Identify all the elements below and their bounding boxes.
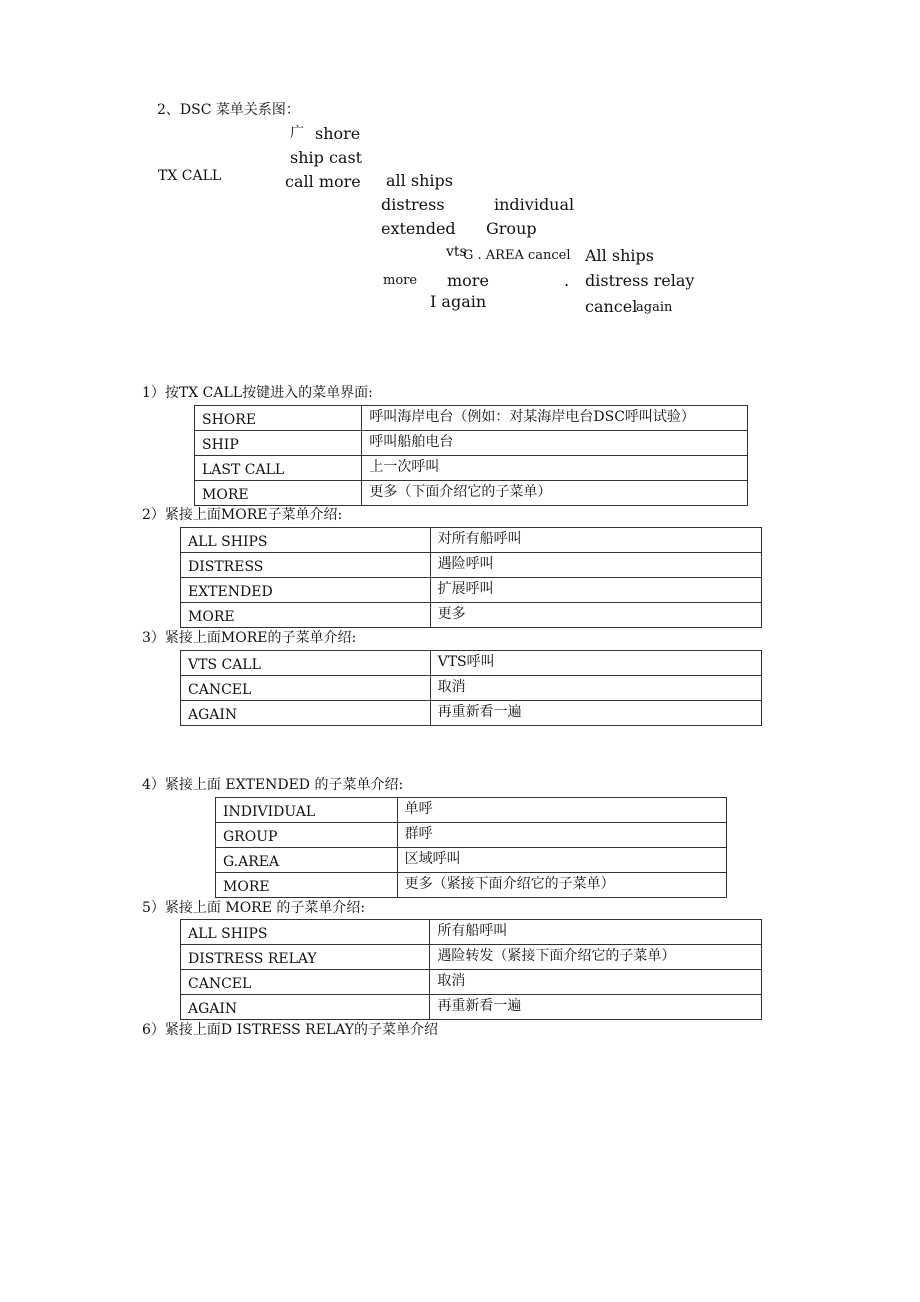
menu-key: LAST CALL [195, 456, 362, 481]
table-row [216, 848, 727, 873]
section-1-table [194, 405, 748, 506]
diagram-col3-dot: . [564, 271, 570, 290]
section-5-table [180, 919, 762, 1020]
menu-key: MORE [181, 603, 431, 628]
table-row [195, 456, 748, 481]
diagram-col4-cancel: cancel [585, 297, 638, 316]
diagram-col4-distress-relay: distress relay [585, 271, 695, 290]
diagram-col2-extended: extended [381, 219, 456, 238]
table-row [181, 995, 762, 1020]
table-row [195, 406, 748, 431]
menu-key: G.AREA [216, 848, 398, 873]
table-row [181, 578, 762, 603]
menu-desc: 再重新看一遍 [430, 701, 761, 726]
diagram-tx-call: TX CALL [158, 168, 222, 184]
menu-key: DISTRESS [181, 553, 431, 578]
diagram-col4-all-ships: All ships [585, 246, 654, 265]
diagram-col3-group: Group [486, 219, 537, 238]
diagram-col4-again: again [636, 300, 673, 315]
table-row [181, 701, 762, 726]
table-row [181, 945, 762, 970]
menu-desc: 取消 [430, 970, 762, 995]
table-row [181, 603, 762, 628]
table-row [181, 528, 762, 553]
menu-desc: 扩展呼叫 [430, 578, 761, 603]
menu-key: CANCEL [181, 970, 430, 995]
menu-desc: 所有船呼叫 [430, 920, 762, 945]
diagram-col3-again: I again [430, 292, 487, 311]
menu-key: DISTRESS RELAY [181, 945, 430, 970]
menu-key: AGAIN [181, 701, 431, 726]
menu-desc: 呼叫船舶电台 [362, 431, 748, 456]
section-2-table [180, 527, 762, 628]
table-row [216, 798, 727, 823]
menu-key: VTS CALL [181, 651, 431, 676]
section-5-heading: 5）紧接上面 MORE 的子菜单介绍: [142, 900, 366, 916]
diagram-col2-all-ships: all ships [386, 171, 453, 190]
section-1-heading: 1）按TX CALL按键进入的菜单界面: [142, 385, 373, 401]
diagram-col1-shore: shore [315, 124, 361, 143]
menu-desc: 区域呼叫 [397, 848, 726, 873]
table-row [216, 873, 727, 898]
diagram-col3-garea-cancel: G . AREA cancel [463, 248, 571, 263]
menu-key: CANCEL [181, 676, 431, 701]
table-row [181, 651, 762, 676]
menu-desc: 遇险呼叫 [430, 553, 761, 578]
menu-desc: 再重新看一遍 [430, 995, 762, 1020]
diagram-col2-distress: distress [381, 195, 445, 214]
menu-key: SHIP [195, 431, 362, 456]
diagram-title: 2、DSC 菜单关系图： [157, 102, 300, 118]
menu-desc: 对所有船呼叫 [430, 528, 761, 553]
section-3-table [180, 650, 762, 726]
menu-key: SHORE [195, 406, 362, 431]
menu-key: INDIVIDUAL [216, 798, 398, 823]
table-row [216, 823, 727, 848]
menu-key: ALL SHIPS [181, 528, 431, 553]
diagram-col3-more: more [447, 271, 489, 290]
section-6-heading: 6）紧接上面D ISTRESS RELAY的子菜单介绍 [142, 1022, 439, 1038]
menu-key: GROUP [216, 823, 398, 848]
menu-key: MORE [216, 873, 398, 898]
diagram-col1-call-more: call more [285, 172, 361, 191]
menu-desc: 更多 [430, 603, 761, 628]
diagram-col1-ship-cast: ship cast [290, 148, 363, 167]
section-3-heading: 3）紧接上面MORE的子菜单介绍: [142, 630, 357, 646]
section-4-table [215, 797, 727, 898]
menu-key: MORE [195, 481, 362, 506]
section-2-heading: 2）紧接上面MORE子菜单介绍: [142, 507, 343, 523]
menu-desc: 群呼 [397, 823, 726, 848]
table-row [181, 970, 762, 995]
menu-desc: 更多（下面介绍它的子菜单） [362, 481, 748, 506]
menu-key: ALL SHIPS [181, 920, 430, 945]
menu-desc: VTS呼叫 [430, 651, 761, 676]
table-row [181, 676, 762, 701]
menu-desc: 上一次呼叫 [362, 456, 748, 481]
menu-desc: 呼叫海岸电台（例如：对某海岸电台DSC呼叫试验） [362, 406, 748, 431]
menu-desc: 取消 [430, 676, 761, 701]
table-row [195, 431, 748, 456]
menu-key: EXTENDED [181, 578, 431, 603]
section-4-heading: 4）紧接上面 EXTENDED 的子菜单介绍: [142, 777, 404, 793]
menu-desc: 更多（紧接下面介绍它的子菜单） [397, 873, 726, 898]
table-row [181, 920, 762, 945]
menu-desc: 单呼 [397, 798, 726, 823]
diagram-col3-individual: individual [494, 195, 575, 214]
table-row [195, 481, 748, 506]
diagram-col3-vts: vts [446, 244, 467, 260]
diagram-col1-guang: 广 [290, 125, 304, 141]
table-row [181, 553, 762, 578]
menu-desc: 遇险转发（紧接下面介绍它的子菜单） [430, 945, 762, 970]
menu-key: AGAIN [181, 995, 430, 1020]
diagram-col2-more: more [383, 273, 418, 288]
